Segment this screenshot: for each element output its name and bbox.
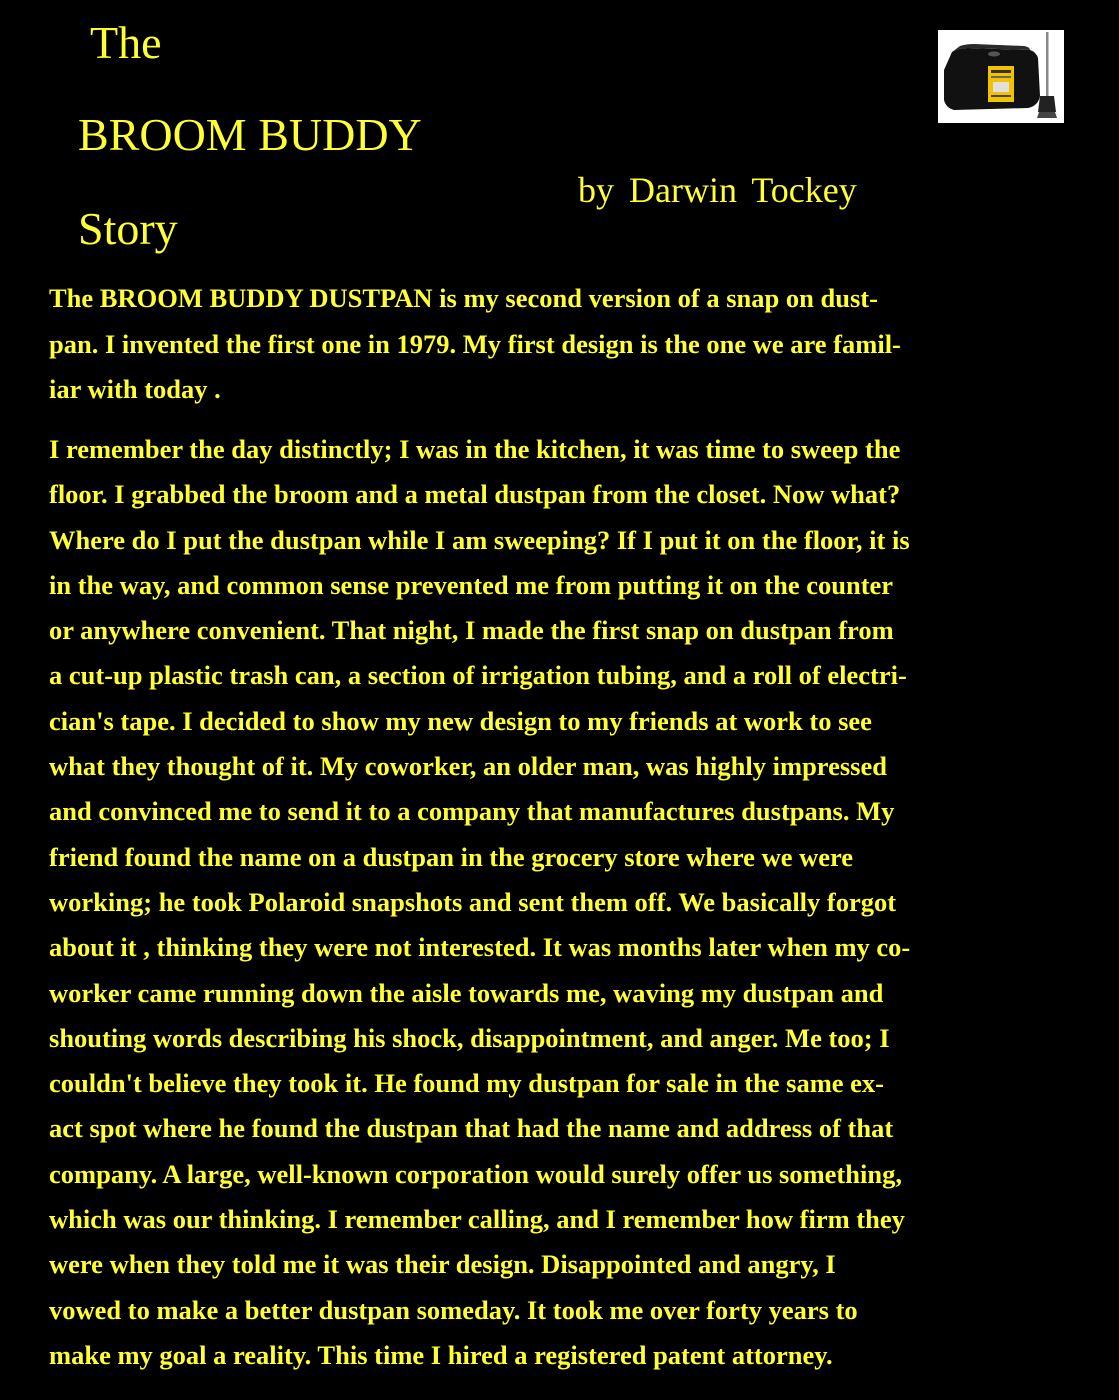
paragraph-line: what they thought of it. My coworker, an older man, was highly impressed	[49, 751, 887, 782]
dustpan-product-icon	[938, 30, 1064, 123]
paragraph-line: or anywhere convenient. That night, I made the first snap on dustpan from	[49, 615, 894, 646]
paragraph-line: couldn't believe they took it. He found my dustpan for sale in the same ex-	[49, 1068, 885, 1099]
title-line-the: The	[90, 17, 162, 68]
title-line-broom-buddy: BROOM BUDDY	[78, 109, 422, 160]
paragraph-line: act spot where he found the dustpan that had the name and address of that	[49, 1113, 894, 1144]
paragraph-line: cian's tape. I decided to show my new design to my friends at work to see	[49, 705, 872, 736]
paragraph-line: which was our thinking. I remember calling, and I remember how firm they	[49, 1204, 905, 1235]
paragraph-line: floor. I grabbed the broom and a metal dustpan from the closet. Now what?	[49, 479, 901, 510]
paragraph-line: were when they told me it was their design. Disappointed and angry, I	[49, 1249, 836, 1280]
paragraph-intro	[49, 276, 1071, 413]
paragraph-line: in the way, and common sense prevented me from putting it on the counter	[49, 569, 894, 600]
paragraph-line: and convinced me to send it to a company that manufactures dustpans. My	[49, 796, 895, 827]
paragraph-line: worker came running down the aisle towards me, waving my dustpan and	[49, 977, 884, 1008]
paragraph-line: iar with today .	[49, 374, 221, 404]
paragraph-line: make my goal a reality. This time I hired a registered patent attorney.	[49, 1339, 833, 1370]
paragraph-line: I remember the day distinctly; I was in the kitchen, it was time to sweep the	[49, 434, 901, 464]
dustpan-product-image	[938, 30, 1064, 123]
paragraph-line: Where do I put the dustpan while I am sweeping? If I put it on the floor, it is	[49, 524, 910, 555]
paragraph-line: company. A large, well-known corporation would surely offer us something,	[49, 1158, 902, 1189]
title-line-story: Story	[78, 203, 178, 254]
paragraph-line: working; he took Polaroid snapshots and sent them off. We basically forgot	[49, 886, 897, 917]
paragraph-line: vowed to make a better dustpan someday. It took me over forty years to	[49, 1294, 858, 1325]
paragraph-line: The BROOM BUDDY DUSTPAN is my second version of a snap on dust-	[49, 283, 878, 313]
paragraph-line: a cut-up plastic trash can, a section of irrigation tubing, and a roll of electri-	[49, 660, 907, 691]
byline: by Darwin Tockey	[578, 170, 857, 210]
paragraph-line: about it , thinking they were not interested. It was months later when my co-	[49, 932, 911, 963]
paragraph-line: shouting words describing his shock, disappointment, and anger. Me too; I	[49, 1022, 890, 1053]
paragraph-line: pan. I invented the first one in 1979. My first design is the one we are famil-	[49, 328, 901, 359]
paragraph-story	[49, 427, 1071, 1378]
paragraph-line: friend found the name on a dustpan in the grocery store where we were	[49, 841, 854, 872]
